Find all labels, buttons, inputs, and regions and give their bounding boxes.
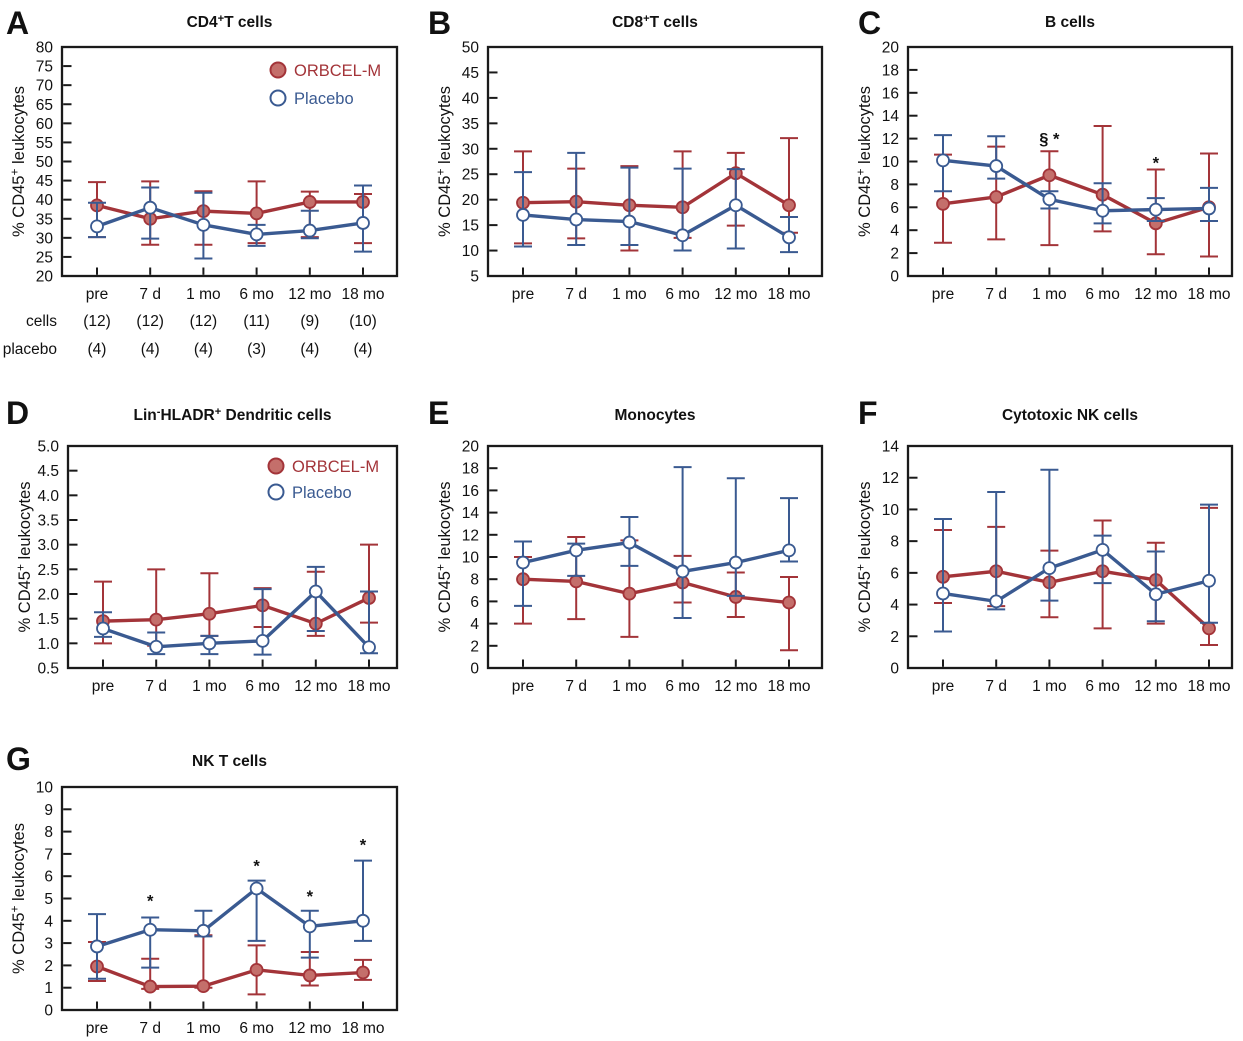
data-point — [990, 191, 1002, 203]
panel-A — [3, 5, 397, 358]
x-tick-label: 6 mo — [1085, 286, 1120, 303]
legend-label-orbcel: ORBCEL-M — [292, 458, 380, 476]
x-tick-label: 1 mo — [192, 678, 227, 695]
count-value: (11) — [243, 313, 270, 330]
x-tick-label: 7 d — [145, 678, 167, 695]
data-point — [304, 196, 316, 208]
data-point — [203, 637, 215, 649]
y-tick-label: 14 — [881, 108, 899, 126]
y-tick-label: 75 — [35, 58, 53, 76]
series-line — [97, 967, 363, 987]
y-tick-label: 50 — [461, 39, 479, 57]
y-tick-label: 6 — [890, 199, 899, 217]
y-tick-label: 0 — [470, 660, 479, 678]
x-tick-label: pre — [85, 286, 109, 303]
legend-label-placebo: Placebo — [294, 90, 354, 108]
y-tick-label: 20 — [461, 438, 479, 456]
x-tick-label: 1 mo — [186, 286, 221, 303]
data-point — [251, 207, 263, 219]
y-axis-label: % CD45+ leukocytes — [13, 481, 34, 633]
legend-marker-orbcel — [269, 459, 284, 474]
data-point — [517, 557, 529, 569]
series-line — [97, 202, 363, 219]
x-tick-label: 1 mo — [612, 678, 647, 695]
y-tick-label: 10 — [881, 154, 899, 171]
series-placebo — [88, 186, 372, 259]
data-point — [730, 199, 742, 211]
data-point — [91, 940, 103, 952]
y-tick-label: 10 — [461, 549, 479, 567]
significance-annotation: * — [359, 836, 367, 855]
y-tick-label: 45 — [35, 173, 53, 191]
panel-title: CD8+T cells — [612, 13, 698, 31]
data-point — [97, 623, 109, 635]
y-tick-label: 18 — [881, 62, 899, 80]
y-tick-label: 10 — [461, 243, 479, 261]
y-tick-label: 7 — [44, 846, 53, 864]
data-point — [144, 981, 156, 993]
panel-title: CD4+T cells — [186, 13, 273, 31]
panel-letter: F — [858, 395, 878, 431]
legend-marker-placebo — [269, 485, 284, 500]
y-tick-label: 40 — [35, 192, 53, 210]
significance-annotation: * — [306, 887, 314, 906]
y-tick-label: 6 — [470, 593, 479, 611]
y-axis-label: % CD45+ leukocytes — [7, 823, 28, 974]
data-point — [623, 588, 635, 600]
legend-label-placebo: Placebo — [292, 484, 352, 502]
y-tick-label: 9 — [44, 801, 53, 819]
y-tick-label: 4.0 — [37, 487, 59, 505]
data-point — [783, 199, 795, 211]
x-tick-label: 7 d — [985, 286, 1007, 303]
series-placebo — [88, 861, 372, 979]
x-tick-label: pre — [931, 678, 955, 695]
panel-letter: B — [428, 5, 452, 41]
data-point — [1097, 205, 1109, 217]
y-axis-label: % CD45+ leukocytes — [7, 86, 28, 237]
data-point — [570, 544, 582, 556]
panel-title: Lin-HLADR+ Dendritic cells — [133, 406, 332, 424]
count-value: (12) — [136, 313, 164, 330]
x-tick-label: 18 mo — [767, 678, 811, 695]
series-orbcel — [88, 935, 372, 994]
x-tick-label: 1 mo — [1032, 286, 1067, 303]
count-value: (12) — [83, 313, 111, 330]
y-tick-label: 15 — [461, 217, 479, 235]
data-point — [251, 228, 263, 240]
x-tick-label: 6 mo — [239, 286, 274, 303]
data-point — [677, 565, 689, 577]
plot-frame — [488, 47, 822, 276]
data-point — [144, 202, 156, 214]
y-tick-label: 25 — [461, 166, 479, 184]
panel-letter: A — [6, 5, 30, 41]
y-tick-label: 8 — [890, 176, 899, 194]
y-tick-label: 3.0 — [37, 537, 59, 555]
series-orbcel — [934, 508, 1218, 645]
data-point — [517, 209, 529, 221]
series-orbcel — [934, 126, 1218, 257]
data-point — [937, 587, 949, 599]
data-point — [251, 882, 263, 894]
x-tick-label: 7 d — [985, 678, 1007, 695]
x-tick-label: pre — [511, 678, 535, 695]
significance-annotation: § * — [1039, 130, 1060, 149]
series-orbcel — [94, 545, 378, 646]
count-value: (3) — [247, 341, 267, 358]
x-tick-label: 7 d — [139, 1020, 161, 1037]
y-tick-label: 2 — [890, 628, 899, 646]
y-tick-label: 12 — [461, 527, 479, 545]
panel-title: NK T cells — [192, 753, 267, 770]
y-tick-label: 8 — [470, 571, 479, 589]
x-tick-label: 18 mo — [767, 286, 811, 303]
y-tick-label: 50 — [35, 154, 53, 171]
data-point — [623, 216, 635, 228]
plot-frame — [908, 446, 1232, 668]
data-point — [197, 925, 209, 937]
x-tick-label: 12 mo — [294, 678, 338, 695]
y-tick-label: 0 — [890, 268, 899, 286]
y-tick-label: 1.5 — [37, 611, 59, 629]
y-tick-label: 2 — [470, 638, 479, 656]
series-line — [103, 598, 369, 624]
data-point — [1043, 169, 1055, 181]
y-tick-label: 12 — [881, 470, 899, 488]
panel-G — [6, 741, 397, 1037]
count-value: (4) — [140, 341, 160, 358]
count-value: (4) — [300, 341, 320, 358]
y-tick-label: 35 — [35, 211, 53, 229]
y-tick-label: 18 — [461, 460, 479, 478]
x-tick-label: 12 mo — [1134, 286, 1178, 303]
data-point — [304, 225, 316, 237]
x-tick-label: 6 mo — [665, 286, 700, 303]
y-tick-label: 55 — [35, 134, 53, 152]
data-point — [144, 924, 156, 936]
y-tick-label: 2 — [890, 245, 899, 263]
data-point — [783, 231, 795, 243]
data-point — [1043, 562, 1055, 574]
x-tick-label: 6 mo — [665, 678, 700, 695]
x-tick-label: 12 mo — [714, 286, 758, 303]
count-value: (9) — [300, 313, 320, 330]
series-line — [943, 175, 1209, 223]
data-point — [251, 964, 263, 976]
x-tick-label: 18 mo — [1187, 286, 1231, 303]
x-tick-label: 6 mo — [1085, 678, 1120, 695]
data-point — [197, 219, 209, 231]
data-point — [1203, 202, 1215, 214]
y-tick-label: 30 — [35, 230, 53, 248]
y-tick-label: 8 — [890, 533, 899, 551]
y-tick-label: 5 — [470, 268, 479, 286]
y-tick-label: 2.0 — [37, 586, 59, 604]
count-value: (12) — [189, 313, 218, 330]
y-tick-label: 6 — [44, 868, 53, 886]
y-tick-label: 65 — [35, 96, 53, 114]
data-point — [203, 608, 215, 620]
x-tick-label: pre — [85, 1020, 109, 1037]
data-point — [1150, 588, 1162, 600]
significance-annotation: * — [253, 857, 260, 876]
y-tick-label: 20 — [461, 192, 479, 210]
y-tick-label: 12 — [881, 131, 899, 149]
series-line — [523, 543, 789, 572]
x-tick-label: 12 mo — [288, 286, 332, 303]
count-row-label: placebo — [2, 341, 57, 358]
y-tick-label: 60 — [35, 115, 53, 133]
series-orbcel — [514, 138, 798, 250]
data-point — [677, 229, 689, 241]
y-tick-label: 3 — [44, 935, 53, 953]
x-tick-label: 18 mo — [347, 678, 391, 695]
y-tick-label: 0.5 — [37, 660, 59, 678]
y-tick-label: 6 — [890, 565, 899, 583]
y-tick-label: 4.5 — [37, 463, 59, 481]
data-point — [363, 641, 375, 653]
data-point — [257, 635, 269, 647]
y-tick-label: 40 — [461, 90, 479, 108]
y-tick-label: 70 — [35, 77, 53, 95]
data-point — [623, 537, 635, 549]
x-tick-label: 18 mo — [1187, 678, 1231, 695]
series-line — [97, 888, 363, 946]
data-point — [304, 969, 316, 981]
y-tick-label: 8 — [44, 824, 53, 842]
y-tick-label: 14 — [881, 438, 899, 456]
data-point — [304, 920, 316, 932]
data-point — [730, 557, 742, 569]
y-tick-label: 0 — [44, 1002, 53, 1020]
x-tick-label: 1 mo — [1032, 678, 1067, 695]
y-tick-label: 16 — [881, 85, 899, 103]
legend-marker-placebo — [271, 91, 286, 106]
y-tick-label: 4 — [890, 597, 899, 615]
data-point — [1043, 193, 1055, 205]
count-value: (4) — [353, 341, 373, 358]
panel-letter: E — [428, 395, 450, 431]
legend-marker-orbcel — [271, 63, 286, 78]
significance-annotation: * — [1152, 154, 1160, 173]
x-tick-label: 6 mo — [239, 1020, 274, 1037]
data-point — [937, 198, 949, 210]
series-placebo — [514, 467, 798, 618]
y-tick-label: 5 — [44, 891, 53, 908]
panel-B — [428, 5, 822, 303]
data-point — [570, 575, 582, 587]
y-tick-label: 0 — [890, 660, 899, 678]
count-value: (4) — [87, 341, 107, 358]
panel-letter: C — [858, 5, 882, 41]
x-tick-label: pre — [931, 286, 955, 303]
y-tick-label: 2.5 — [37, 561, 59, 579]
y-axis-label: % CD45+ leukocytes — [853, 481, 874, 633]
x-tick-label: 12 mo — [714, 678, 758, 695]
y-tick-label: 20 — [35, 268, 53, 286]
y-tick-label: 4 — [44, 913, 53, 931]
series-line — [523, 579, 789, 602]
panel-D — [6, 395, 397, 695]
data-point — [1097, 544, 1109, 556]
y-tick-label: 45 — [461, 64, 479, 82]
data-point — [197, 980, 209, 992]
data-point — [783, 597, 795, 609]
series-placebo — [934, 470, 1218, 632]
data-point — [357, 217, 369, 229]
y-tick-label: 1.0 — [37, 635, 59, 653]
y-tick-label: 5.0 — [37, 438, 59, 456]
y-axis-label: % CD45+ leukocytes — [853, 86, 874, 237]
data-point — [990, 595, 1002, 607]
data-point — [310, 586, 322, 598]
count-value: (10) — [349, 313, 377, 330]
plot-frame — [62, 47, 397, 276]
y-tick-label: 10 — [881, 501, 899, 519]
series-line — [523, 205, 789, 237]
y-axis-label: % CD45+ leukocytes — [433, 86, 454, 237]
panel-letter: D — [6, 395, 30, 431]
y-axis-label: % CD45+ leukocytes — [433, 481, 454, 633]
data-point — [990, 160, 1002, 172]
y-tick-label: 80 — [35, 39, 53, 57]
series-line — [523, 173, 789, 207]
panel-F — [854, 395, 1232, 695]
x-tick-label: 18 mo — [341, 1020, 385, 1037]
data-point — [150, 614, 162, 626]
data-point — [1203, 622, 1215, 634]
data-point — [150, 641, 162, 653]
data-point — [570, 214, 582, 226]
x-tick-label: 7 d — [139, 286, 161, 303]
y-tick-label: 20 — [881, 39, 899, 57]
x-tick-label: 12 mo — [1134, 678, 1178, 695]
y-tick-label: 25 — [35, 249, 53, 267]
y-tick-label: 30 — [461, 141, 479, 159]
x-tick-label: 7 d — [565, 678, 587, 695]
y-tick-label: 1 — [44, 980, 53, 998]
data-point — [937, 154, 949, 166]
data-point — [1150, 204, 1162, 216]
series-placebo — [934, 135, 1218, 223]
y-tick-label: 16 — [461, 482, 479, 500]
data-point — [1203, 575, 1215, 587]
panel-title: Monocytes — [614, 407, 696, 424]
x-tick-label: 18 mo — [341, 286, 385, 303]
x-tick-label: 1 mo — [186, 1020, 221, 1037]
data-point — [783, 544, 795, 556]
x-tick-label: 6 mo — [245, 678, 280, 695]
y-tick-label: 10 — [35, 779, 53, 797]
y-tick-label: 4 — [470, 616, 479, 634]
y-tick-label: 2 — [44, 957, 53, 975]
x-tick-label: 12 mo — [288, 1020, 332, 1037]
count-value: (4) — [193, 341, 213, 358]
data-point — [357, 915, 369, 927]
significance-annotation: * — [146, 892, 154, 911]
y-tick-label: 14 — [461, 505, 479, 523]
x-tick-label: 7 d — [565, 286, 587, 303]
x-tick-label: pre — [511, 286, 535, 303]
data-point — [357, 967, 369, 979]
x-tick-label: pre — [91, 678, 115, 695]
count-row-label: cells — [25, 313, 57, 330]
panel-title: B cells — [1045, 14, 1095, 31]
panel-title: Cytotoxic NK cells — [1001, 407, 1139, 424]
y-tick-label: 4 — [890, 222, 899, 240]
panel-letter: G — [6, 741, 31, 777]
y-tick-label: 35 — [461, 115, 479, 133]
y-tick-label: 3.5 — [37, 512, 59, 530]
legend-label-orbcel: ORBCEL-M — [294, 62, 382, 80]
panel-E — [428, 395, 822, 695]
x-tick-label: 1 mo — [612, 286, 647, 303]
panel-C — [854, 5, 1232, 303]
data-point — [91, 220, 103, 232]
